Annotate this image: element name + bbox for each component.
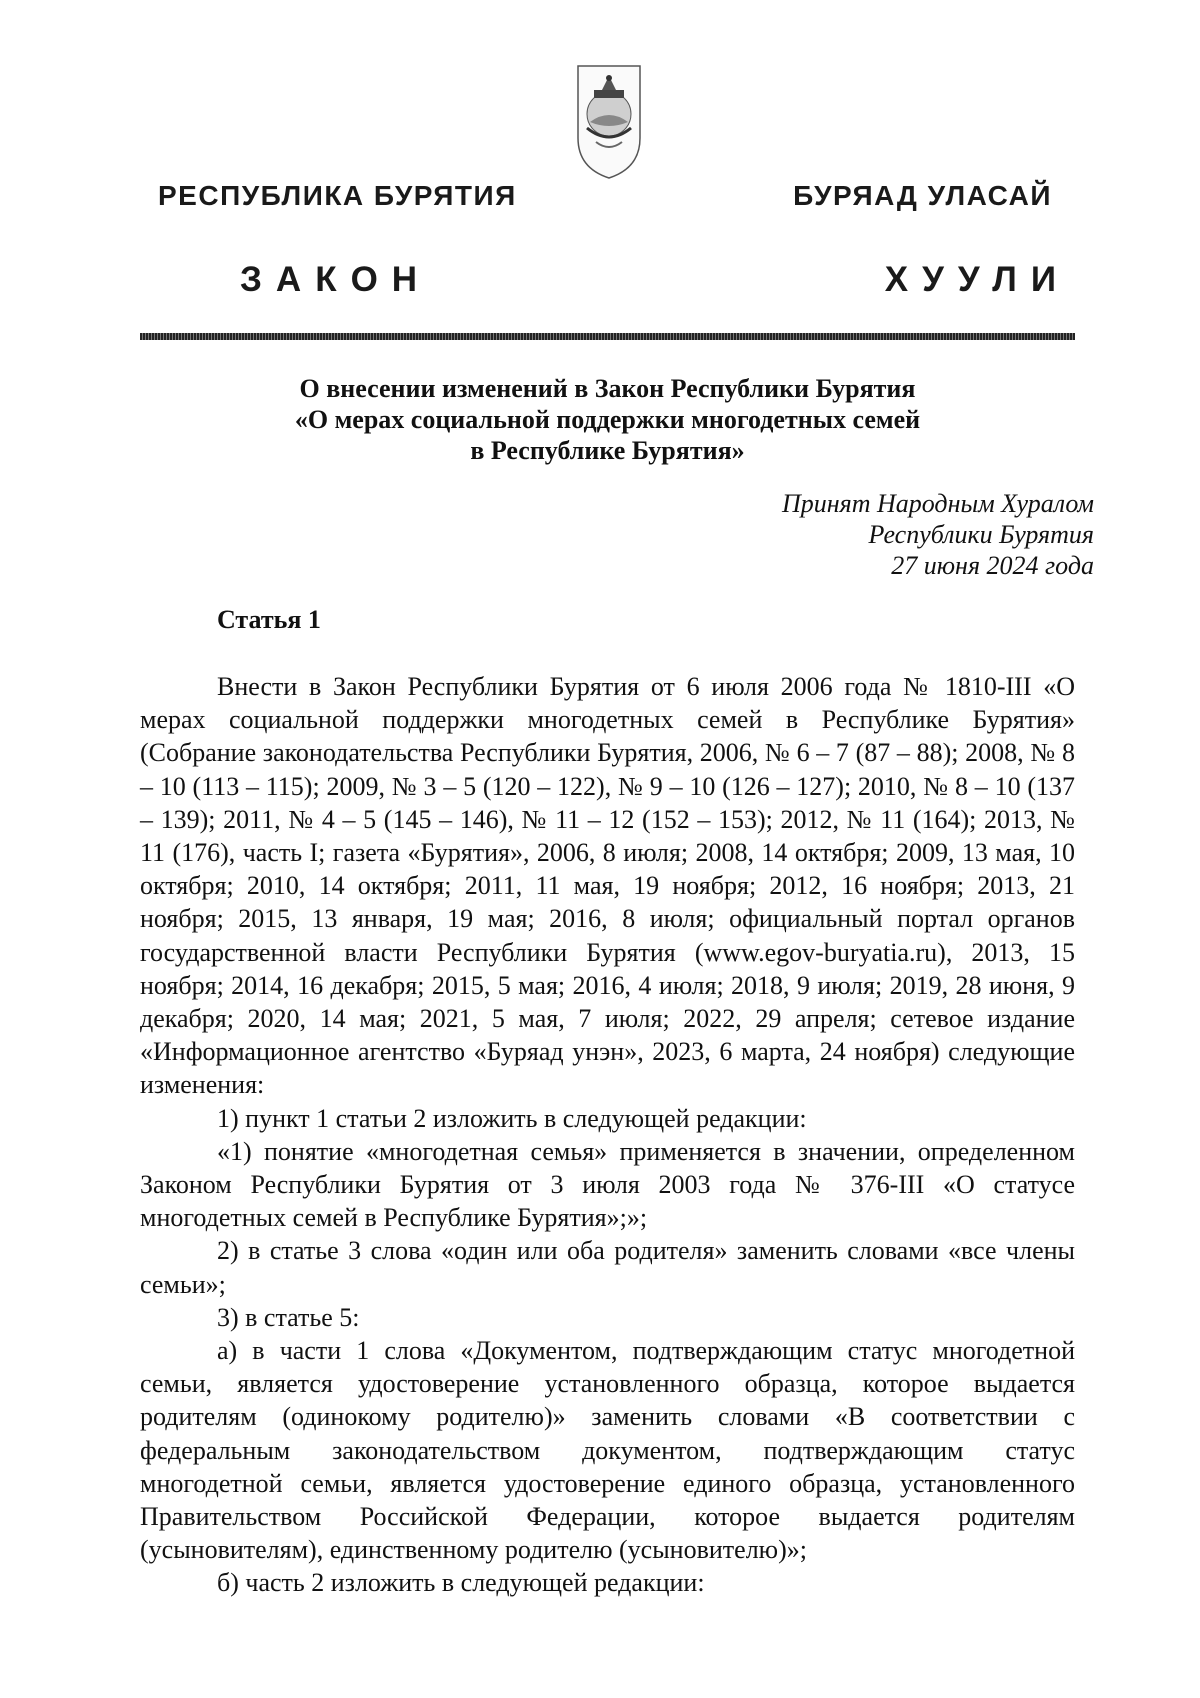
paragraph-item-3: 3) в статье 5: — [217, 1302, 360, 1332]
adoption-date: 27 июня 2024 года — [891, 551, 1094, 580]
title-line-1: О внесении изменений в Закон Республики Бурятия — [299, 374, 916, 403]
coat-of-arms-icon — [576, 56, 642, 180]
header-right: БУРЯАД УЛАСАЙ — [793, 180, 1052, 211]
separator-rule — [140, 333, 1075, 340]
law-word-right: ХУУЛИ — [884, 260, 1070, 299]
article-heading: Статья 1 — [217, 605, 321, 634]
title-line-3: в Республике Бурятия» — [470, 436, 745, 465]
law-word-left: ЗАКОН — [240, 260, 432, 299]
paragraph-item-3b: б) часть 2 изложить в следующей редакции: — [217, 1568, 705, 1598]
paragraph-item-1-text: «1) понятие «многодетная семья» применяется в значении, определенном Законом Республики Бурятия от 3 июля 2003 года № 376-III «О статусе многодетных семей в Республике Бурятия»;»; — [140, 1136, 1075, 1233]
adoption-line-1: Принят Народным Хуралом — [781, 489, 1094, 518]
article-body — [140, 670, 1075, 1600]
paragraph-item-1: 1) пункт 1 статьи 2 изложить в следующей редакции: — [217, 1103, 807, 1133]
adoption-note — [594, 488, 1094, 581]
title-line-2: «О мерах социальной поддержки многодетных семей — [294, 405, 921, 434]
paragraph-intro: Внести в Закон Республики Бурятия от 6 июля 2006 года № 1810-III «О мерах социальной поддержки многодетных семей в Республике Бурятия» (Собрание законодательства Республики Бурятия, 2006, № 6 – 7 (87 – 88); 2008, № 8 – 10 (113 – 115); 2009, № 3 – 5 (120 – 122), № 9 – 10 (126 – 127); 2010, № 8 – 10 (137 – 139); 2011, № 4 – 5 (145 – 146), № 11 – 12 (152 – 153); 2012, № 11 (164); 2013, № 11 (176), часть I; газета «Бурятия», 2006, 8 июля; 2008, 14 октября; 2009, 13 мая, 10 октября; 2010, 14 октября; 2011, 11 мая, 19 ноября; 2012, 16 ноября; 2013, 21 ноября; 2015, 13 января, 19 мая; 2016, 8 июля; официальный портал органов государственной власти Республики Бурятия (www.egov-buryatia.ru), 2013, 15 ноября; 2014, 16 декабря; 2015, 5 мая; 2016, 4 июля; 2018, 9 июля; 2019, 28 июня, 9 декабря; 2020, 14 мая; 2021, 5 мая, 7 июля; 2022, 29 апреля; сетевое издание «Информационное агентство «Буряад унэн», 2023, 6 марта, 24 ноября) следующие изменения: — [140, 672, 1075, 1100]
document-title — [140, 373, 1075, 466]
paragraph-item-3a: а) в части 1 слова «Документом, подтверждающим статус многодетной семьи, является удостоверение установленного образца, которое выдается родителям (одинокому родителю)» заменить словами «В соответствии с федеральным законодательством документом, подтверждающим статус многодетной семьи, является удостоверение единого образца, установленного Правительством Российской Федерации, которое выдается родителям (усыновителям), единственному родителю (усыновителю)»; — [140, 1336, 1075, 1565]
paragraph-item-2: 2) в статье 3 слова «один или оба родителя» заменить словами «все члены семьи»; — [140, 1236, 1075, 1299]
header-left: РЕСПУБЛИКА БУРЯТИЯ — [158, 180, 517, 211]
adoption-line-2: Республики Бурятия — [868, 520, 1094, 549]
